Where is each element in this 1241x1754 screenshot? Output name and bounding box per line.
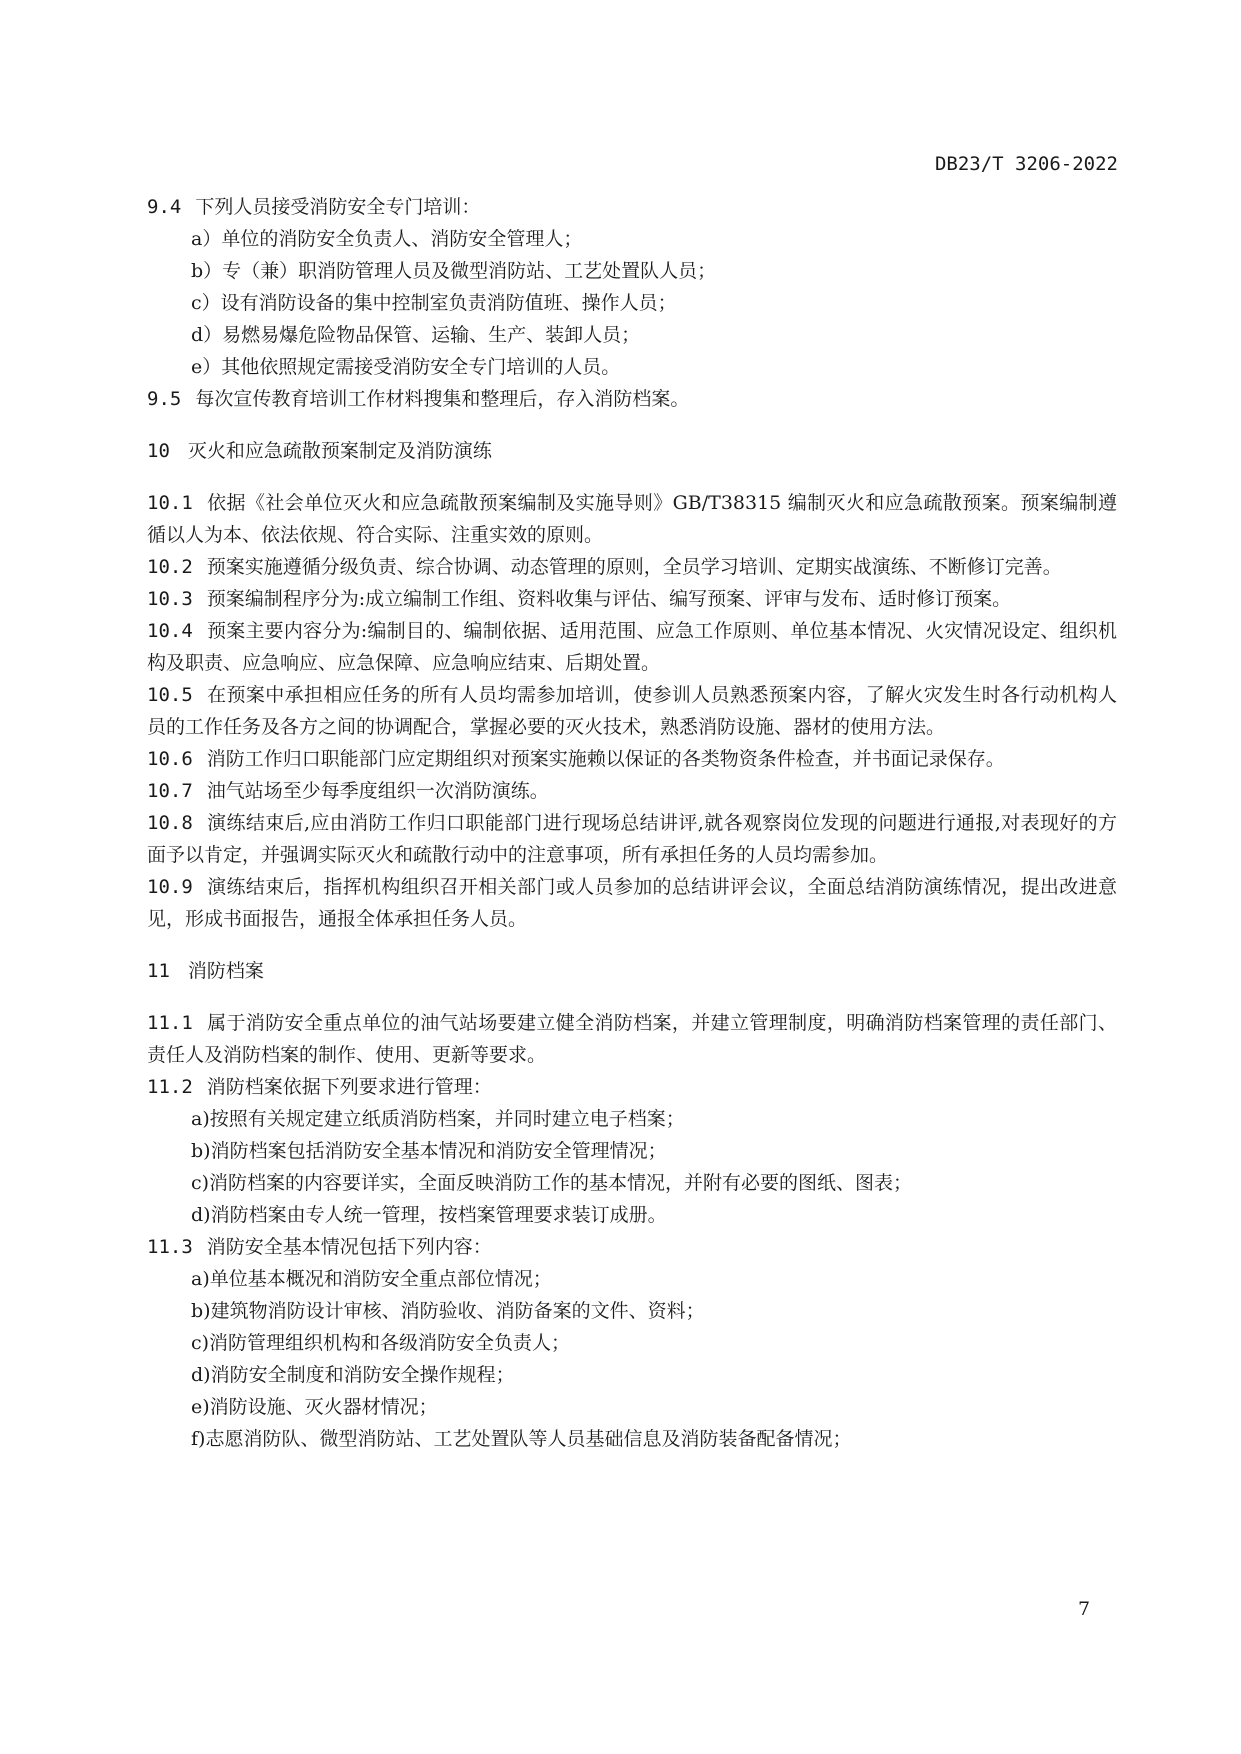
- list-item: [147, 223, 1117, 255]
- clause-text: 消防档案: [187, 960, 264, 982]
- clause-number: 10.4: [147, 620, 193, 642]
- clause-number: 11.2: [147, 1076, 193, 1098]
- clause-text: 消防工作归口职能部门应定期组织对预案实施赖以保证的各类物资条件检查，并书面记录保存。: [206, 748, 1005, 770]
- document-body: [147, 191, 1117, 1455]
- clause-text: 下列人员接受消防安全专门培训：: [195, 196, 481, 218]
- list-item-text: d）易燃易爆危险物品保管、运输、生产、装卸人员；: [191, 324, 641, 346]
- section-heading: [147, 955, 1117, 987]
- list-item: [147, 1135, 1117, 1167]
- clause-number: 10.7: [147, 780, 193, 802]
- clause-paragraph: [147, 583, 1117, 615]
- clause-number: 10.8: [147, 812, 193, 834]
- clause-text: 每次宣传教育培训工作材料搜集和整理后，存入消防档案。: [195, 388, 690, 410]
- list-item: [147, 1423, 1117, 1455]
- clause-text: 消防安全基本情况包括下列内容：: [206, 1236, 492, 1258]
- clause-number: 10.5: [147, 684, 193, 706]
- list-item-text: f)志愿消防队、微型消防站、工艺处置队等人员基础信息及消防装备配备情况；: [191, 1428, 852, 1450]
- list-item: [147, 1391, 1117, 1423]
- list-item-text: c）设有消防设备的集中控制室负责消防值班、操作人员；: [191, 292, 677, 314]
- clause-number: 10.3: [147, 588, 193, 610]
- clause-paragraph: [147, 487, 1117, 551]
- list-item-text: d)消防安全制度和消防安全操作规程；: [191, 1364, 515, 1386]
- list-item: [147, 1199, 1117, 1231]
- clause-paragraph: [147, 551, 1117, 583]
- clause-text: 灭火和应急疏散预案制定及消防演练: [187, 440, 492, 462]
- clause-text: 预案主要内容分为:编制目的、编制依据、适用范围、应急工作原则、单位基本情况、火灾情况设定、组织机构及职责、应急响应、应急保障、应急响应结束、后期处置。: [147, 620, 1117, 674]
- list-item-text: c)消防档案的内容要详实，全面反映消防工作的基本情况，并附有必要的图纸、图表；: [191, 1172, 913, 1194]
- clause-paragraph: [147, 383, 1117, 415]
- clause-number: 11: [147, 960, 170, 982]
- list-item: [147, 287, 1117, 319]
- clause-paragraph: [147, 191, 1117, 223]
- list-item-text: e)消防设施、灭火器材情况；: [191, 1396, 438, 1418]
- list-item-text: b）专（兼）职消防管理人员及微型消防站、工艺处置队人员；: [191, 260, 717, 282]
- list-item-text: b)消防档案包括消防安全基本情况和消防安全管理情况；: [191, 1140, 667, 1162]
- list-item-text: c)消防管理组织机构和各级消防安全负责人；: [191, 1332, 571, 1354]
- list-item: [147, 1359, 1117, 1391]
- clause-paragraph: [147, 775, 1117, 807]
- clause-paragraph: [147, 1231, 1117, 1263]
- clause-paragraph: [147, 679, 1117, 743]
- list-item: [147, 351, 1117, 383]
- clause-number: 11.3: [147, 1236, 193, 1258]
- section-heading: [147, 435, 1117, 467]
- list-item: [147, 1263, 1117, 1295]
- clause-paragraph: [147, 1007, 1117, 1071]
- clause-paragraph: [147, 743, 1117, 775]
- clause-text: 在预案中承担相应任务的所有人员均需参加培训，使参训人员熟悉预案内容，了解火灾发生时各行动机构人员的工作任务及各方之间的协调配合，掌握必要的灭火技术，熟悉消防设施、器材的使用方法。: [147, 684, 1117, 738]
- list-item: [147, 1167, 1117, 1199]
- clause-paragraph: [147, 807, 1117, 871]
- clause-text: 消防档案依据下列要求进行管理：: [206, 1076, 492, 1098]
- list-item-text: e）其他依照规定需接受消防安全专门培训的人员。: [191, 356, 621, 378]
- clause-number: 10.9: [147, 876, 193, 898]
- clause-number: 10.2: [147, 556, 193, 578]
- clause-number: 9.4: [147, 196, 182, 218]
- clause-number: 10.1: [147, 492, 193, 514]
- clause-text: 预案编制程序分为:成立编制工作组、资料收集与评估、编写预案、评审与发布、适时修订预案。: [206, 588, 1012, 610]
- document-code: DB23/T 3206-2022: [934, 153, 1118, 175]
- clause-text: 属于消防安全重点单位的油气站场要建立健全消防档案，并建立管理制度，明确消防档案管理的责任部门、责任人及消防档案的制作、使用、更新等要求。: [147, 1012, 1117, 1066]
- clause-number: 11.1: [147, 1012, 193, 1034]
- list-item-text: a)按照有关规定建立纸质消防档案，并同时建立电子档案；: [191, 1108, 685, 1130]
- clause-text: 演练结束后,应由消防工作归口职能部门进行现场总结讲评,就各观察岗位发现的问题进行通报,对表现好的方面予以肯定，并强调实际灭火和疏散行动中的注意事项，所有承担任务的人员均需参加。: [147, 812, 1117, 866]
- list-item: [147, 255, 1117, 287]
- list-item-text: d)消防档案由专人统一管理，按档案管理要求装订成册。: [191, 1204, 667, 1226]
- list-item: [147, 1327, 1117, 1359]
- list-item-text: a)单位基本概况和消防安全重点部位情况；: [191, 1268, 552, 1290]
- list-item-text: a）单位的消防安全负责人、消防安全管理人；: [191, 228, 583, 250]
- clause-paragraph: [147, 615, 1117, 679]
- clause-text: 油气站场至少每季度组织一次消防演练。: [206, 780, 549, 802]
- clause-text: 依据《社会单位灭火和应急疏散预案编制及实施导则》GB/T38315 编制灭火和应急疏散预案。预案编制遵循以人为本、依法依规、符合实际、注重实效的原则。: [147, 492, 1117, 546]
- clause-number: 9.5: [147, 388, 182, 410]
- clause-number: 10: [147, 440, 170, 462]
- clause-paragraph: [147, 871, 1117, 935]
- clause-paragraph: [147, 1071, 1117, 1103]
- clause-text: 演练结束后，指挥机构组织召开相关部门或人员参加的总结讲评会议，全面总结消防演练情况，提出改进意见，形成书面报告，通报全体承担任务人员。: [147, 876, 1117, 930]
- list-item: [147, 1295, 1117, 1327]
- list-item: [147, 319, 1117, 351]
- list-item: [147, 1103, 1117, 1135]
- page-number: 7: [1078, 1598, 1091, 1620]
- list-item-text: b)建筑物消防设计审核、消防验收、消防备案的文件、资料；: [191, 1300, 705, 1322]
- clause-text: 预案实施遵循分级负责、综合协调、动态管理的原则，全员学习培训、定期实战演练、不断修订完善。: [206, 556, 1062, 578]
- clause-number: 10.6: [147, 748, 193, 770]
